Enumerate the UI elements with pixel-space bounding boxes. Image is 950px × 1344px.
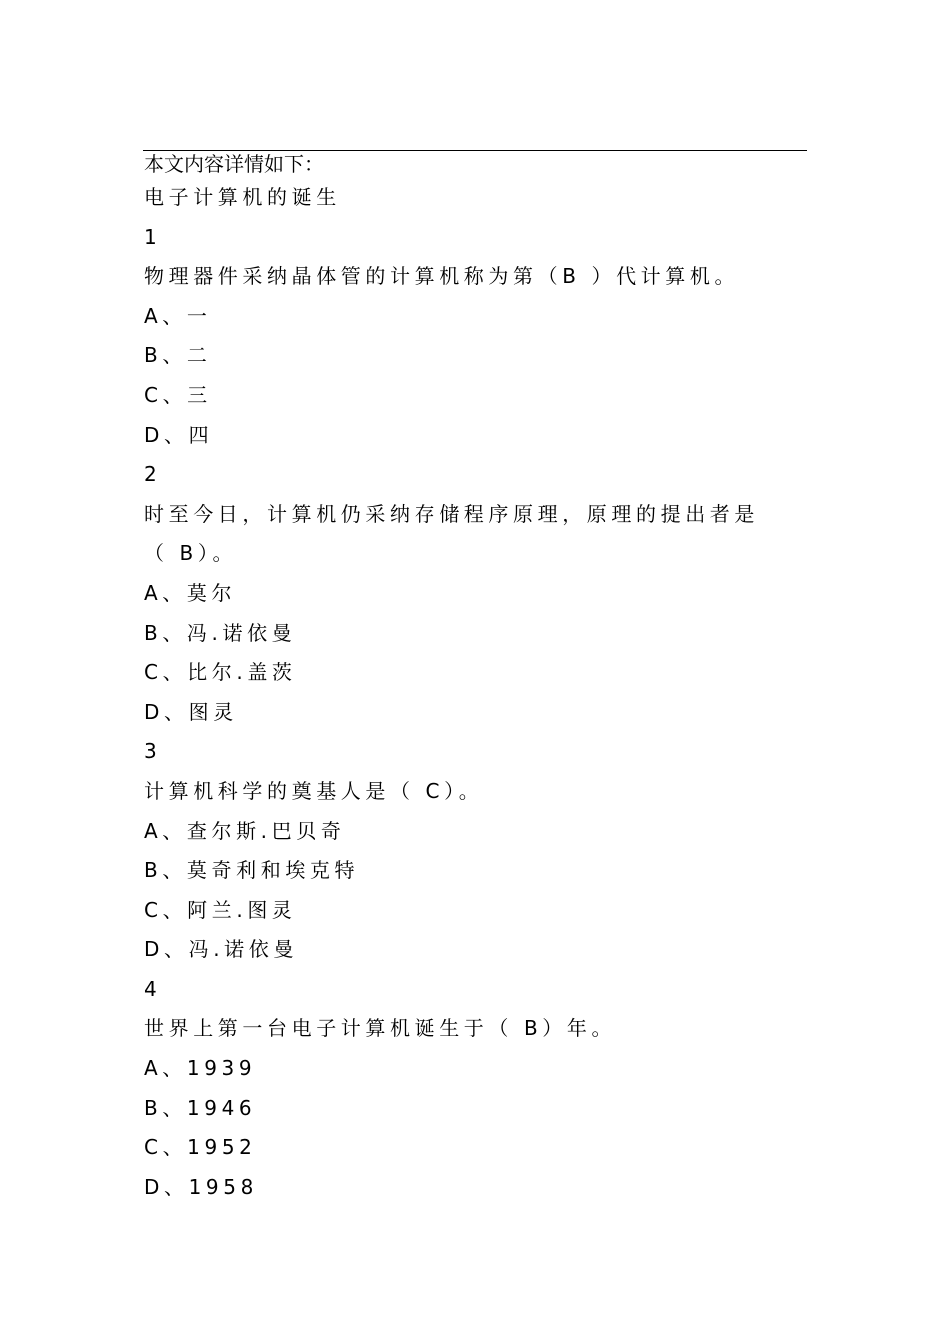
- option-b: B、二: [144, 343, 212, 368]
- option-c: C、阿兰.图灵: [144, 897, 297, 922]
- option-a: A、莫尔: [144, 580, 237, 605]
- option-a: A、查尔斯.巴贝奇: [144, 818, 346, 843]
- intro-text: 本文内容详情如下：: [144, 152, 324, 176]
- question-stem: 物理器件采纳晶体管的计算机称为第（B ）代计算机。: [144, 264, 740, 289]
- option-d: D、四: [144, 422, 214, 447]
- section-title: 电子计算机的诞生: [144, 185, 341, 209]
- option-a: A、1939: [144, 1056, 257, 1081]
- question-stem-line-2: （ B）。: [144, 541, 238, 566]
- document-body: [144, 150, 804, 1207]
- question-stem: 计算机科学的奠基人是（ C）。: [144, 778, 484, 803]
- option-d: D、图灵: [144, 699, 238, 724]
- question-number: 1: [144, 224, 157, 249]
- option-c: C、三: [144, 382, 212, 407]
- option-b: B、1946: [144, 1095, 257, 1120]
- option-d: D、冯.诺依曼: [144, 937, 298, 962]
- option-d: D、1958: [144, 1174, 258, 1199]
- question-number: 2: [144, 462, 157, 487]
- option-c: C、比尔.盖茨: [144, 660, 297, 685]
- question-number: 4: [144, 976, 157, 1001]
- question-stem-line-1: 时至今日，计算机仍采纳存储程序原理，原理的提出者是: [144, 501, 759, 526]
- option-b: B、莫奇利和埃克特: [144, 858, 360, 883]
- question-number: 3: [144, 739, 157, 764]
- option-b: B、冯.诺依曼: [144, 620, 297, 645]
- option-c: C、1952: [144, 1135, 257, 1160]
- question-stem: 世界上第一台电子计算机诞生于（ B）年。: [144, 1016, 617, 1041]
- option-a: A、一: [144, 303, 212, 328]
